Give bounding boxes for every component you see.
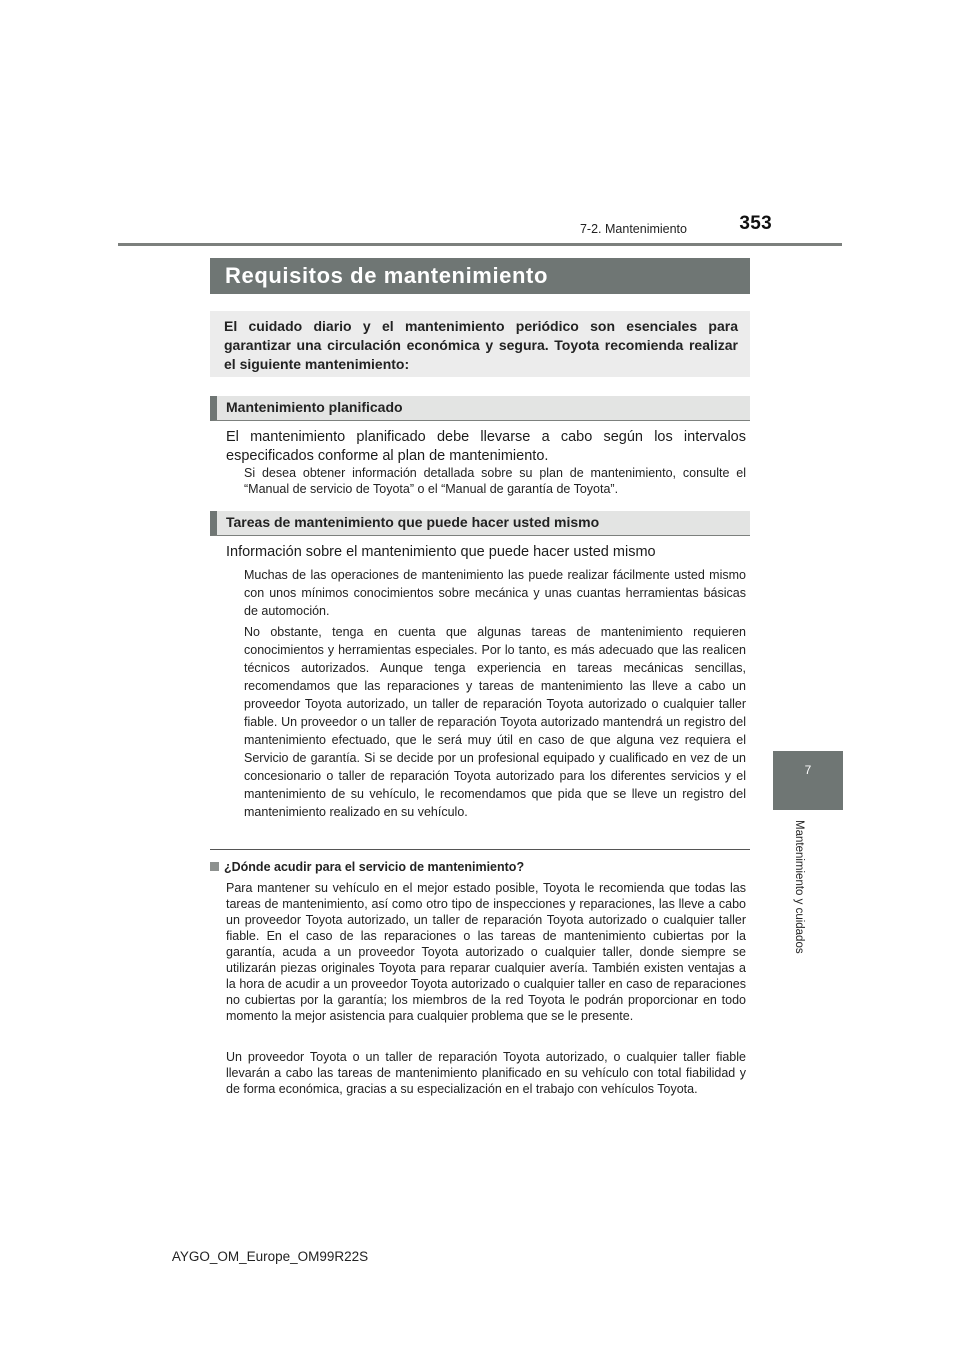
- chapter-label: Mantenimiento y cuidados: [793, 820, 805, 954]
- planned-maintenance-lead: El mantenimiento planificado debe llevarse a cabo según los intervalos especificados conforme al plan de mantenimiento.: [226, 429, 746, 464]
- square-bullet-icon: [210, 862, 219, 871]
- header-section-title: 7-2. Mantenimiento: [579, 222, 687, 236]
- footer-document-code: AYGO_OM_Europe_OM99R22S: [171, 1249, 369, 1264]
- page-number: 353: [739, 213, 772, 234]
- note-heading-text: ¿Dónde acudir para el servicio de mantenimiento?: [224, 860, 525, 874]
- subheading-diy-maintenance: Tareas de mantenimiento que puede hacer usted mismo: [210, 511, 750, 536]
- diy-maintenance-detail-1: Muchas de las operaciones de mantenimiento las puede realizar fácilmente usted mismo con unos mínimos conocimientos sobre mecánica y unas cuantas herramientas básicas de automoción.: [244, 568, 746, 618]
- section-divider: [210, 849, 750, 850]
- diy-maintenance-detail-2: No obstante, tenga en cuenta que algunas tareas de mantenimiento requieren conocimientos y herramientas especiales. Por lo tanto, es más adecuado que las realicen técnicos autorizados. Aunque tenga experiencia en tareas mecánicas sencillas, recomendamos que las reparaciones y tareas de mantenimiento las lleve a cabo un proveedor Toyota autorizado, un taller de reparación Toyota autorizado o cualquier taller fiable. Un proveedor o un taller de reparación Toyota autorizado mantendrá un registro del mantenimiento efectuado, que le será muy útil en caso de que alguna vez requiera el Servicio de garantía. Si se decide por un profesional equipado y cualificado en vez de un concesionario o taller de reparación Toyota autorizado para los diferentes servicios y el mantenimiento de su vehículo, le recomendamos que pida que se lleve un registro del mantenimiento realizado en su vehículo.: [244, 625, 746, 819]
- subheading-planned-maintenance: Mantenimiento planificado: [210, 396, 750, 421]
- note-heading: [210, 859, 750, 875]
- chapter-tab: 7: [773, 751, 843, 810]
- intro-box: El cuidado diario y el mantenimiento periódico son esenciales para garantizar una circulación económica y segura. Toyota recomienda realizar el siguiente mantenimiento:: [210, 311, 750, 377]
- diy-maintenance-lead: Información sobre el mantenimiento que puede hacer usted mismo: [226, 544, 656, 560]
- planned-maintenance-detail: Si desea obtener información detallada sobre su plan de mantenimiento, consulte el “Manual de servicio de Toyota” o el “Manual de garantía de Toyota”.: [244, 466, 746, 496]
- page-title: Requisitos de mantenimiento: [210, 258, 750, 294]
- header-divider: [118, 243, 842, 246]
- note-paragraph-1: Para mantener su vehículo en el mejor estado posible, Toyota le recomienda que todas las tareas de mantenimiento, así como otro tipo de inspecciones y reparaciones, las lleve a cabo un proveedor Toyota autorizado, un taller de reparación Toyota autorizado o cualquier taller fiable. En el caso de las reparaciones o las tareas de mantenimiento cubiertas por la garantía, acuda a un proveedor Toyota autorizado o cualquier taller, donde siempre se utilizarán piezas originales Toyota para reparar cualquier avería. También existen ventajas a la hora de acudir a un proveedor Toyota autorizado o cualquier taller en caso de reparaciones no cubiertas por la garantía; los miembros de la red Toyota le podrán proporcionar en todo momento la mejor asistencia para cualquier problema que se le presente.: [226, 881, 746, 1023]
- note-paragraph-2: Un proveedor Toyota o un taller de reparación Toyota autorizado, o cualquier taller fiable llevarán a cabo las tareas de mantenimiento planificado en su vehículo con total fiabilidad y de forma económica, gracias a su especialización en el trabajo con vehículos Toyota.: [226, 1050, 746, 1096]
